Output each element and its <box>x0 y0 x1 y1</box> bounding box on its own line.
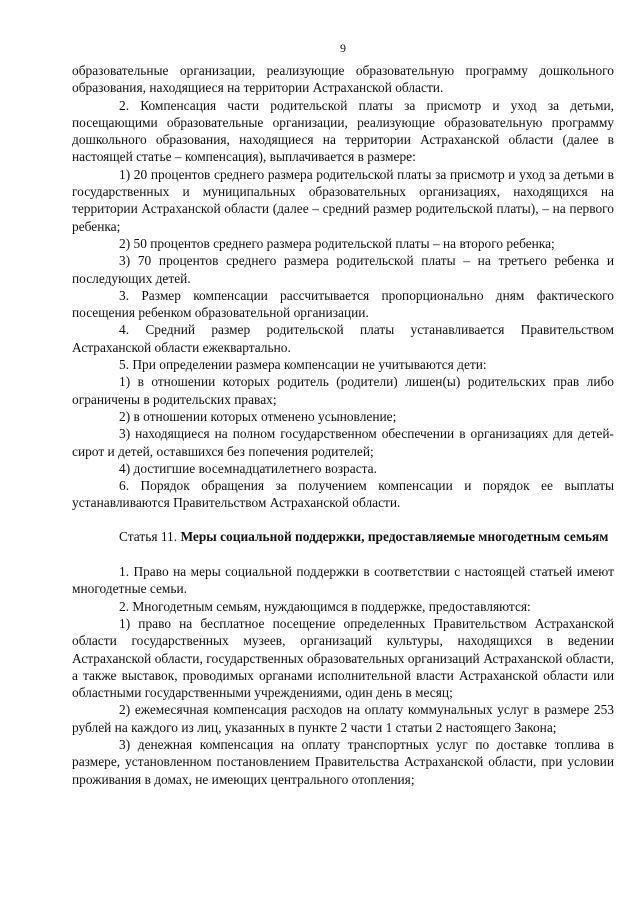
paragraph-item-4: 4. Средний размер родительской платы устанавливается Правительством Астраханской области ежеквартально. <box>72 322 614 355</box>
paragraph-item-6: 6. Порядок обращения за получением компенсации и порядок ее выплаты устанавливаются Правительством Астраханской области. <box>72 478 614 511</box>
paragraph-item-5-2: 2) в отношении которых отменено усыновление; <box>119 408 397 424</box>
paragraph-item-2-2: 2) 50 процентов среднего размера родительской платы – на второго ребенка; <box>119 235 555 251</box>
paragraph-item-3: 3. Размер компенсации рассчитывается пропорционально дням фактического посещения ребенком образовательной организации. <box>72 287 614 321</box>
page-number: 9 <box>340 41 346 55</box>
paragraph-item-5-1: 1) в отношении которых родитель (родители) лишен(ы) родительских прав либо ограничены в родительских правах; <box>72 374 614 407</box>
document-body <box>72 62 614 788</box>
paragraph-item-2-1: 1) 20 процентов среднего размера родительской платы за присмотр и уход за детьми в государственных и муниципальных образовательных организациях, находящихся на территории Астраханской области (далее – средний размер родительской платы), – на первого ребенка; <box>72 166 614 234</box>
paragraph-item-5: 5. При определении размера компенсации не учитываются дети: <box>119 357 487 373</box>
article-heading <box>72 528 614 545</box>
article-title: Меры социальной поддержки, предоставляемые многодетным семьям <box>180 528 609 544</box>
document-page <box>72 0 614 905</box>
paragraph-item-2: 2. Компенсация части родительской платы за присмотр и уход за детьми, посещающими образовательные организации, реализующие образовательную программу дошкольного образования, находящиеся на территории Астраханской области (далее в настоящей статье – компенсация), выплачивается в размере: <box>72 97 614 165</box>
paragraph-item-5-3: 3) находящиеся на полном государственном обеспечении в организациях для детей-сирот и детей, оставшихся без попечения родителей; <box>72 426 614 459</box>
paragraph-a11-item-2-3: 3) денежная компенсация на оплату транспортных услуг по доставке топлива в размере, установленном постановлением Правительства Астраханской области, при условии проживания в домах, не имеющих центрального отопления; <box>72 736 614 787</box>
paragraph-item-5-4: 4) достигшие восемнадцатилетнего возраста. <box>119 460 377 476</box>
paragraph-a11-item-1: 1. Право на меры социальной поддержки в соответствии с настоящей статьей имеют многодетные семьи. <box>72 564 614 597</box>
paragraph-a11-item-2: 2. Многодетным семьям, нуждающимся в поддержке, предоставляются: <box>119 598 531 614</box>
article-number: Статья 11. <box>119 528 178 544</box>
paragraph-a11-item-2-1: 1) право на бесплатное посещение определенных Правительством Астраханской области государственных музеев, организаций культуры, находящихся в ведении Астраханской области, государственных образовательных организаций Астраханской области, а также выставок, проводимых органами исполнительной власти Астраханской области или областными государственными учреждениями, один день в месяц; <box>72 615 614 701</box>
paragraph-a11-item-2-2: 2) ежемесячная компенсация расходов на оплату коммунальных услуг в размере 253 рублей на каждого из лиц, указанных в пункте 2 части 1 статьи 2 настоящего Закона; <box>72 702 614 735</box>
paragraph-intro: образовательные организации, реализующие образовательную программу дошкольного образования, находящиеся на территории Астраханской области. <box>72 63 614 96</box>
paragraph-item-2-3: 3) 70 процентов среднего размера родительской платы – на третьего ребенка и последующих детей. <box>72 253 614 286</box>
